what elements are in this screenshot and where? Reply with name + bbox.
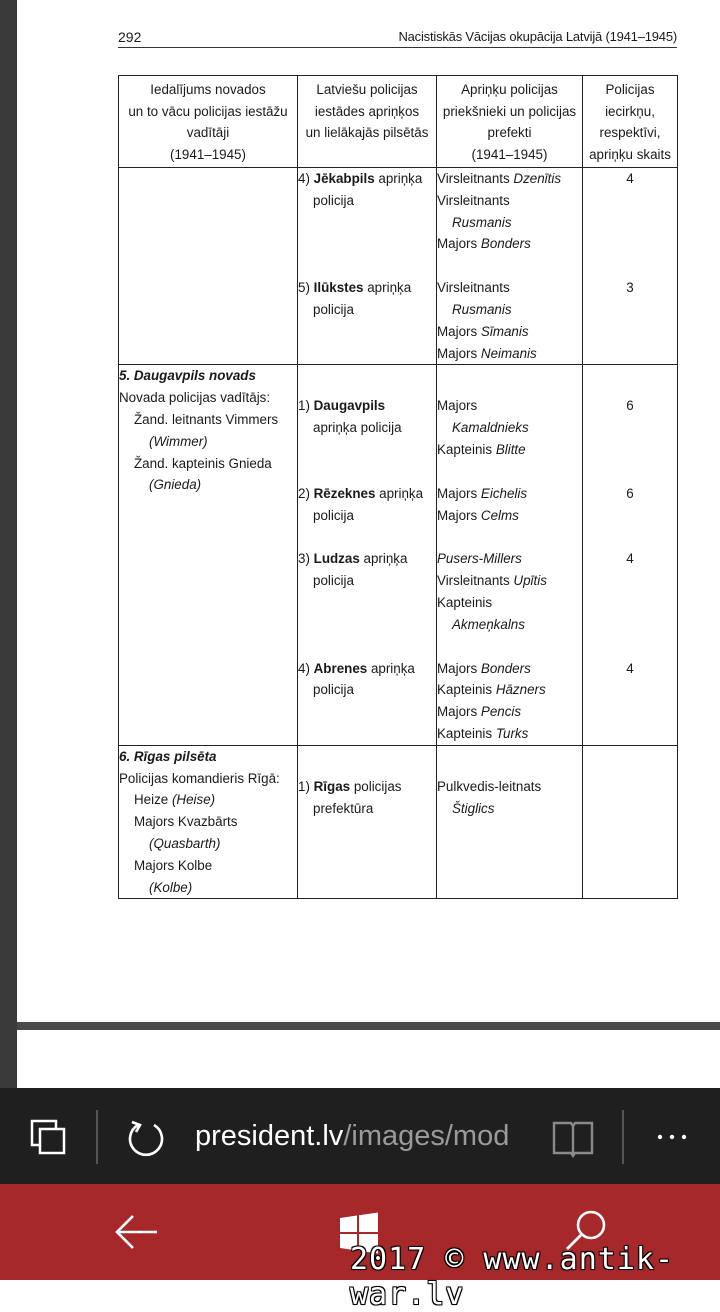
- column-header-line: iestādes apriņķos: [314, 103, 420, 119]
- institution-name: Rīgas: [313, 778, 351, 794]
- table-row: [119, 365, 678, 745]
- institution-entry: [298, 483, 436, 527]
- chief-surname: Bonders: [480, 660, 531, 676]
- count-entry: 6: [626, 485, 634, 501]
- region-line-text: (Kolbe): [149, 879, 193, 895]
- chief-line: [437, 168, 582, 190]
- chief-surname: Celms: [480, 507, 519, 523]
- chief-rank: Majors: [437, 236, 481, 252]
- region-title: 6. Rīgas pilsēta: [119, 748, 217, 764]
- region-line-text: (Wimmer): [149, 433, 208, 449]
- chief-rank: Virsleitnants: [437, 192, 510, 208]
- count-cell: [583, 365, 678, 745]
- chief-line: [437, 505, 582, 527]
- chiefs-cell: [437, 168, 583, 365]
- left-edge-bar: [0, 0, 17, 1088]
- chiefs-cell: [437, 745, 583, 899]
- chiefs-entry: [437, 395, 582, 460]
- table-header-row: [119, 76, 678, 168]
- chief-line: [437, 321, 582, 343]
- institution-line: [298, 395, 436, 417]
- institution-name: Ilūkstes: [313, 280, 364, 296]
- chief-line: [437, 548, 582, 570]
- institution-suffix: policijas: [350, 778, 402, 794]
- page-number: 292: [118, 29, 142, 45]
- institution-suffix: apriņķa: [359, 551, 408, 567]
- chief-surname: [437, 614, 582, 636]
- institution-cell: [298, 745, 437, 899]
- chief-surname-text: Štiglics: [452, 800, 495, 816]
- chief-surname: [437, 299, 582, 321]
- institution-number: 1): [298, 778, 314, 794]
- region-cell: [119, 745, 298, 899]
- column-header-line: Apriņķu policijas: [461, 82, 558, 97]
- count-entry: 4: [626, 660, 634, 676]
- chief-surname: Hāzners: [495, 682, 546, 698]
- institution-name: Rēzeknes: [313, 485, 376, 501]
- running-head: Nacistiskās Vācijas okupācija Latvijā (1941–1945): [398, 29, 677, 44]
- institution-entry: [298, 395, 436, 460]
- region-line: [119, 855, 297, 877]
- region-line: [119, 474, 297, 496]
- page-separator: [17, 1022, 720, 1030]
- chief-surname: Sīmanis: [480, 323, 529, 339]
- region-line: [119, 811, 297, 833]
- chief-surname: [437, 212, 582, 234]
- chief-rank: Majors: [437, 704, 481, 720]
- chiefs-cell: [437, 365, 583, 745]
- institution-line: [298, 548, 436, 570]
- chief-surname: [437, 417, 582, 439]
- institution-line: [298, 483, 436, 505]
- region-line-italic: (Heise): [171, 792, 216, 808]
- chief-line: [437, 701, 582, 723]
- next-page-area: [17, 1030, 720, 1088]
- institution-entry: [298, 548, 436, 635]
- region-line: [119, 833, 297, 855]
- chiefs-entry: [437, 168, 582, 255]
- institution-number: 1): [298, 398, 314, 414]
- count-cell: [583, 168, 678, 365]
- count-entry: [583, 776, 677, 820]
- chief-line: [437, 233, 582, 255]
- chief-rank: Majors: [437, 660, 481, 676]
- region-line-text: Majors Kvazbārts: [134, 814, 238, 830]
- chief-rank: Kapteinis: [437, 594, 493, 610]
- institution-entry: [298, 776, 436, 820]
- tabs-icon[interactable]: [26, 1115, 70, 1159]
- chief-surname: Upītis: [513, 573, 547, 589]
- institution-number: 4): [298, 660, 314, 676]
- url-host: president.lv: [195, 1120, 344, 1152]
- chief-rank: Kapteinis: [437, 441, 496, 457]
- chiefs-entry: [437, 277, 582, 364]
- column-header-line: prefekti: [487, 125, 532, 140]
- region-line: [119, 409, 297, 431]
- chiefs-entry: [437, 548, 582, 635]
- refresh-icon[interactable]: [122, 1114, 170, 1162]
- institution-cell: [298, 168, 437, 365]
- chief-line: [437, 723, 582, 745]
- chief-line: [437, 679, 582, 701]
- institution-name: Abrenes: [313, 660, 368, 676]
- column-header-line: Policijas: [605, 82, 655, 97]
- institution-suffix: apriņķa: [367, 660, 415, 676]
- institution-line2: policija: [313, 192, 354, 208]
- institution-number: 2): [298, 485, 314, 501]
- region-line-text: Heize: [134, 792, 172, 808]
- region-line-text: Žand. kapteinis Gnieda: [134, 455, 272, 471]
- institution-number: 5): [298, 280, 314, 296]
- column-header-line: un lielākajās pilsētās: [305, 125, 429, 140]
- chief-surname-text: Rusmanis: [452, 301, 512, 317]
- region-line-text: Novada policijas vadītājs:: [119, 390, 271, 406]
- chief-line: [437, 343, 582, 365]
- chief-surname: Blitte: [495, 441, 526, 457]
- institution-line2: policija: [313, 301, 354, 317]
- chief-surname: [437, 798, 582, 820]
- region-line: [119, 453, 297, 475]
- institution-line: [298, 277, 436, 299]
- chief-surname-text: Kamaldnieks: [452, 420, 529, 436]
- institution-line: [298, 658, 436, 680]
- count-entry: 3: [626, 280, 634, 296]
- chiefs-entry: [437, 483, 582, 527]
- region-cell: [119, 365, 298, 745]
- region-line-text: (Quasbarth): [149, 835, 221, 851]
- region-line-text: Policijas komandieris Rīgā:: [119, 770, 280, 786]
- chief-surname: Eichelis: [480, 485, 528, 501]
- chiefs-entry: [437, 776, 582, 820]
- chief-rank: Virsleitnants: [437, 280, 510, 296]
- column-header: [583, 76, 678, 168]
- count-entry: 4: [626, 551, 634, 567]
- count-entry: 4: [626, 171, 634, 186]
- chief-line: [437, 658, 582, 680]
- column-header-line: respektīvi,: [599, 125, 661, 140]
- watermark: 2017 © www.antik-war.lv: [350, 1242, 675, 1312]
- region-line-text: Žand. leitnants Vimmers: [134, 411, 279, 427]
- region-line: [119, 789, 297, 811]
- region-cell: [119, 168, 298, 365]
- toolbar-divider: [96, 1110, 98, 1164]
- chief-surname: Turks: [495, 725, 529, 741]
- column-header-line: apriņķu skaits: [589, 146, 671, 162]
- institution-name: Ludzas: [313, 551, 360, 567]
- header-rule: [118, 47, 677, 48]
- region-line-text: (Gnieda): [149, 477, 202, 493]
- institution-line2: prefektūra: [313, 800, 374, 816]
- chief-surname: Dzenītis: [513, 171, 562, 186]
- chief-rank: Kapteinis: [437, 682, 496, 698]
- column-header-line: vadītāji: [186, 125, 230, 140]
- chief-surname: Neimanis: [480, 345, 537, 361]
- chief-rank: Pulkvedis-leitnats: [437, 778, 542, 794]
- chief-surname: Pencis: [480, 704, 522, 720]
- police-table: [118, 75, 678, 899]
- chief-rank: Virsleitnants: [437, 171, 514, 186]
- institution-name: Jēkabpils: [313, 171, 375, 186]
- institution-line2: policija: [313, 682, 354, 698]
- column-header-line: priekšnieki un policijas: [442, 103, 577, 119]
- chief-rank: Kapteinis: [437, 725, 496, 741]
- institution-line2: policija: [313, 507, 354, 523]
- chief-line: [437, 570, 582, 592]
- table-row: [119, 745, 678, 899]
- institution-number: 4): [298, 171, 314, 186]
- chief-rank: Majors: [437, 345, 481, 361]
- column-header: [437, 76, 583, 168]
- column-header-line: (1941–1945): [471, 146, 548, 162]
- chief-surname-text: Rusmanis: [452, 214, 512, 230]
- chief-line: [437, 483, 582, 505]
- chief-surname: Pusers-Millers: [437, 551, 522, 567]
- institution-line2: apriņķa policija: [313, 420, 402, 436]
- column-header: [298, 76, 437, 168]
- column-header-line: Latviešu policijas: [316, 82, 418, 97]
- chief-rank: Virsleitnants: [437, 573, 514, 589]
- column-header-line: un to vācu policijas iestāžu: [128, 103, 288, 119]
- column-header-line: (1941–1945): [170, 146, 246, 162]
- institution-entry: [298, 658, 436, 745]
- region-line: [119, 387, 297, 409]
- chief-rank: Majors: [437, 323, 481, 339]
- institution-entry: [298, 168, 436, 255]
- region-line: [119, 877, 297, 899]
- more-icon[interactable]: [650, 1122, 694, 1152]
- url-path: /images/mod: [343, 1120, 510, 1152]
- count-entry: 6: [626, 398, 634, 414]
- chief-surname-text: Akmeņkalns: [452, 616, 525, 632]
- reading-view-icon[interactable]: [548, 1112, 598, 1162]
- chief-surname: Bonders: [480, 236, 531, 252]
- chief-rank: Majors: [437, 485, 481, 501]
- column-header: [119, 76, 298, 168]
- institution-line: [298, 168, 436, 190]
- back-arrow-icon[interactable]: [108, 1208, 164, 1256]
- institution-name: Daugavpils: [313, 398, 386, 414]
- institution-number: 3): [298, 551, 314, 567]
- institution-suffix: apriņķa: [363, 280, 412, 296]
- address-url[interactable]: [195, 1120, 509, 1153]
- column-header-line: Iedalījums novados: [150, 82, 266, 97]
- region-line: [119, 768, 297, 790]
- institution-suffix: apriņķa: [374, 171, 423, 186]
- chief-rank: Majors: [437, 398, 478, 414]
- chief-rank: Majors: [437, 507, 481, 523]
- institution-cell: [298, 365, 437, 745]
- institution-entry: [298, 277, 436, 364]
- chiefs-entry: [437, 658, 582, 745]
- table-row: [119, 168, 678, 365]
- region-line: [119, 431, 297, 453]
- institution-line2: policija: [313, 573, 354, 589]
- chief-line: [437, 439, 582, 461]
- toolbar-divider-2: [622, 1110, 624, 1164]
- institution-line: [298, 776, 436, 798]
- region-title: 5. Daugavpils novads: [119, 368, 256, 384]
- institution-suffix: apriņķa: [375, 485, 424, 501]
- region-line-text: Majors Kolbe: [134, 857, 213, 873]
- count-cell: [583, 745, 678, 899]
- column-header-line: iecirkņu,: [605, 103, 655, 119]
